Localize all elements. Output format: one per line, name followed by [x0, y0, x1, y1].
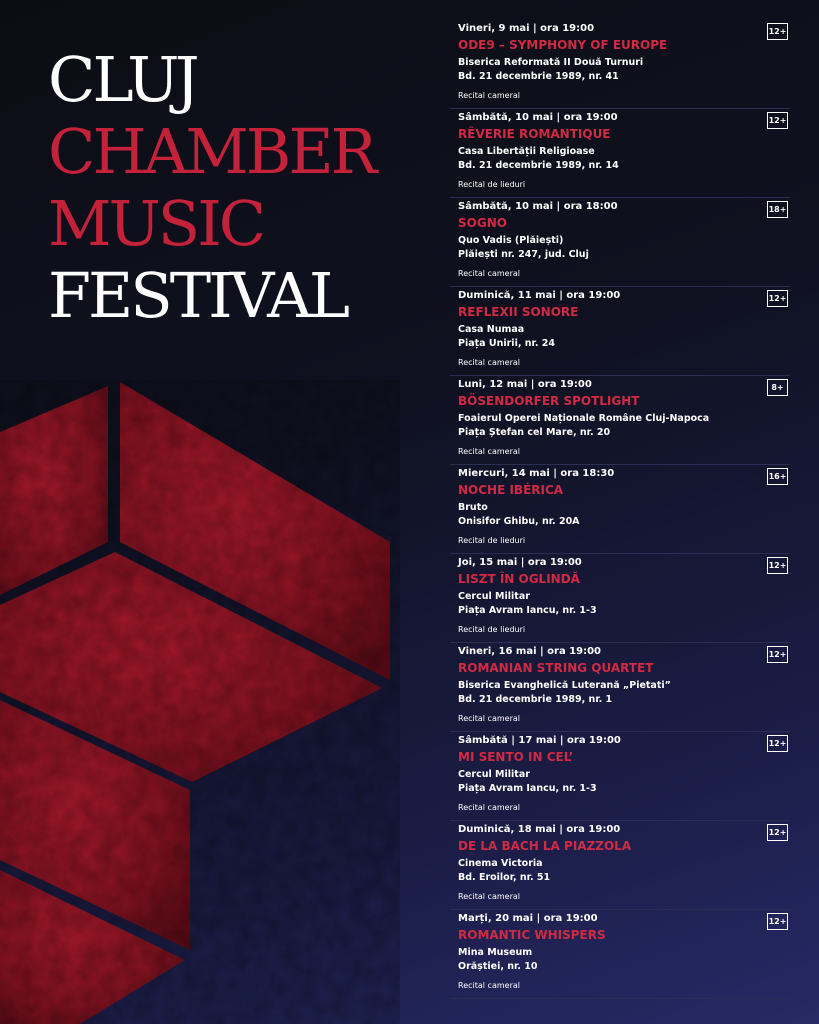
event-address: Orăștiei, nr. 10	[458, 961, 538, 972]
event-item	[450, 910, 790, 999]
event-date: Luni, 12 mai | ora 19:00	[458, 379, 592, 390]
event-address: Piața Avram Iancu, nr. 1-3	[458, 783, 597, 794]
event-venue: Quo Vadis (Plăiești)	[458, 235, 564, 246]
event-item	[450, 287, 790, 376]
event-type: Recital cameral	[458, 714, 520, 723]
event-date: Duminică, 18 mai | ora 19:00	[458, 824, 621, 835]
event-title: ROMANIAN STRING QUARTET	[458, 661, 654, 675]
event-venue: Cinema Victoria	[458, 858, 543, 869]
event-type: Recital cameral	[458, 269, 520, 278]
event-date: Marți, 20 mai | ora 19:00	[458, 913, 598, 924]
event-type: Recital de lieduri	[458, 180, 526, 189]
event-venue: Cercul Militar	[458, 591, 530, 602]
event-title: LISZT ÎN OGLINDĂ	[458, 572, 580, 586]
event-title: BÖSENDORFER SPOTLIGHT	[458, 394, 640, 408]
title-line-chamber: CHAMBER	[48, 115, 375, 188]
age-rating-badge: 12+	[767, 646, 788, 663]
event-address: Piața Unirii, nr. 24	[458, 338, 555, 349]
age-rating-badge: 12+	[767, 824, 788, 841]
event-title: RÊVERIE ROMANTIQUE	[458, 127, 611, 141]
event-type: Recital cameral	[458, 447, 520, 456]
event-address: Onisifor Ghibu, nr. 20A	[458, 516, 580, 527]
event-date: Miercuri, 14 mai | ora 18:30	[458, 468, 615, 479]
event-type: Recital cameral	[458, 892, 520, 901]
event-item	[450, 732, 790, 821]
event-date: Sâmbătă, 10 mai | ora 18:00	[458, 201, 618, 212]
event-date: Sâmbătă, 10 mai | ora 19:00	[458, 112, 618, 123]
event-title: SOGNO	[458, 216, 507, 230]
age-rating-badge: 12+	[767, 913, 788, 930]
event-venue: Bruto	[458, 502, 488, 513]
event-date: Sâmbătă | 17 mai | ora 19:00	[458, 735, 621, 746]
event-title: ODE9 – SYMPHONY OF EUROPE	[458, 38, 668, 52]
event-venue: Cercul Militar	[458, 769, 530, 780]
event-item	[450, 465, 790, 554]
title-line-music: MUSIC	[48, 187, 264, 260]
event-item	[450, 109, 790, 198]
age-rating-badge: 12+	[767, 735, 788, 752]
event-item	[450, 20, 790, 109]
title-line-festival: FESTIVAL	[48, 259, 348, 332]
age-rating-badge: 12+	[767, 557, 788, 574]
event-venue: Biserica Reformată II Două Turnuri	[458, 57, 644, 68]
event-type: Recital cameral	[458, 803, 520, 812]
event-item	[450, 821, 790, 910]
event-type: Recital cameral	[458, 358, 520, 367]
event-address: Plăiești nr. 247, jud. Cluj	[458, 249, 589, 260]
event-type: Recital cameral	[458, 91, 520, 100]
age-rating-badge: 12+	[767, 112, 788, 129]
event-item	[450, 198, 790, 287]
event-date: Vineri, 9 mai | ora 19:00	[458, 23, 595, 34]
event-address: Bd. Eroilor, nr. 51	[458, 872, 551, 883]
event-title: DE LA BACH LA PIAZZOLA	[458, 839, 632, 853]
age-rating-badge: 12+	[767, 290, 788, 307]
hexagon-shape	[0, 380, 400, 1024]
event-title: NOCHE IBÉRICA	[458, 483, 564, 497]
hexagon-art	[0, 380, 400, 1024]
event-type: Recital de lieduri	[458, 625, 526, 634]
event-venue: Foaierul Operei Naționale Române Cluj-Napoca	[458, 413, 710, 424]
event-address: Piața Avram Iancu, nr. 1-3	[458, 605, 597, 616]
event-title: REFLEXII SONORE	[458, 305, 579, 319]
event-date: Joi, 15 mai | ora 19:00	[458, 557, 582, 568]
event-venue: Mina Museum	[458, 947, 533, 958]
title-line-cluj: CLUJ	[48, 43, 197, 116]
event-item	[450, 643, 790, 732]
event-date: Duminică, 11 mai | ora 19:00	[458, 290, 621, 301]
event-title: MI SENTO IN CEL’	[458, 750, 574, 764]
event-venue: Casa Numaa	[458, 324, 525, 335]
event-address: Bd. 21 decembrie 1989, nr. 14	[458, 160, 619, 171]
age-rating-badge: 16+	[767, 468, 788, 485]
age-rating-badge: 12+	[767, 23, 788, 40]
events-list	[450, 20, 790, 999]
event-item	[450, 554, 790, 643]
age-rating-badge: 18+	[767, 201, 788, 218]
event-venue: Casa Libertății Religioase	[458, 146, 595, 157]
festival-title	[48, 44, 374, 332]
event-address: Bd. 21 decembrie 1989, nr. 1	[458, 694, 613, 705]
event-type: Recital de lieduri	[458, 536, 526, 545]
event-date: Vineri, 16 mai | ora 19:00	[458, 646, 602, 657]
event-type: Recital cameral	[458, 981, 520, 990]
event-venue: Biserica Evanghelică Luterană „Pietati”	[458, 680, 671, 691]
event-title: ROMANTIC WHISPERS	[458, 928, 606, 942]
event-item	[450, 376, 790, 465]
event-address: Piața Ștefan cel Mare, nr. 20	[458, 427, 611, 438]
age-rating-badge: 8+	[767, 379, 788, 396]
event-address: Bd. 21 decembrie 1989, nr. 41	[458, 71, 619, 82]
